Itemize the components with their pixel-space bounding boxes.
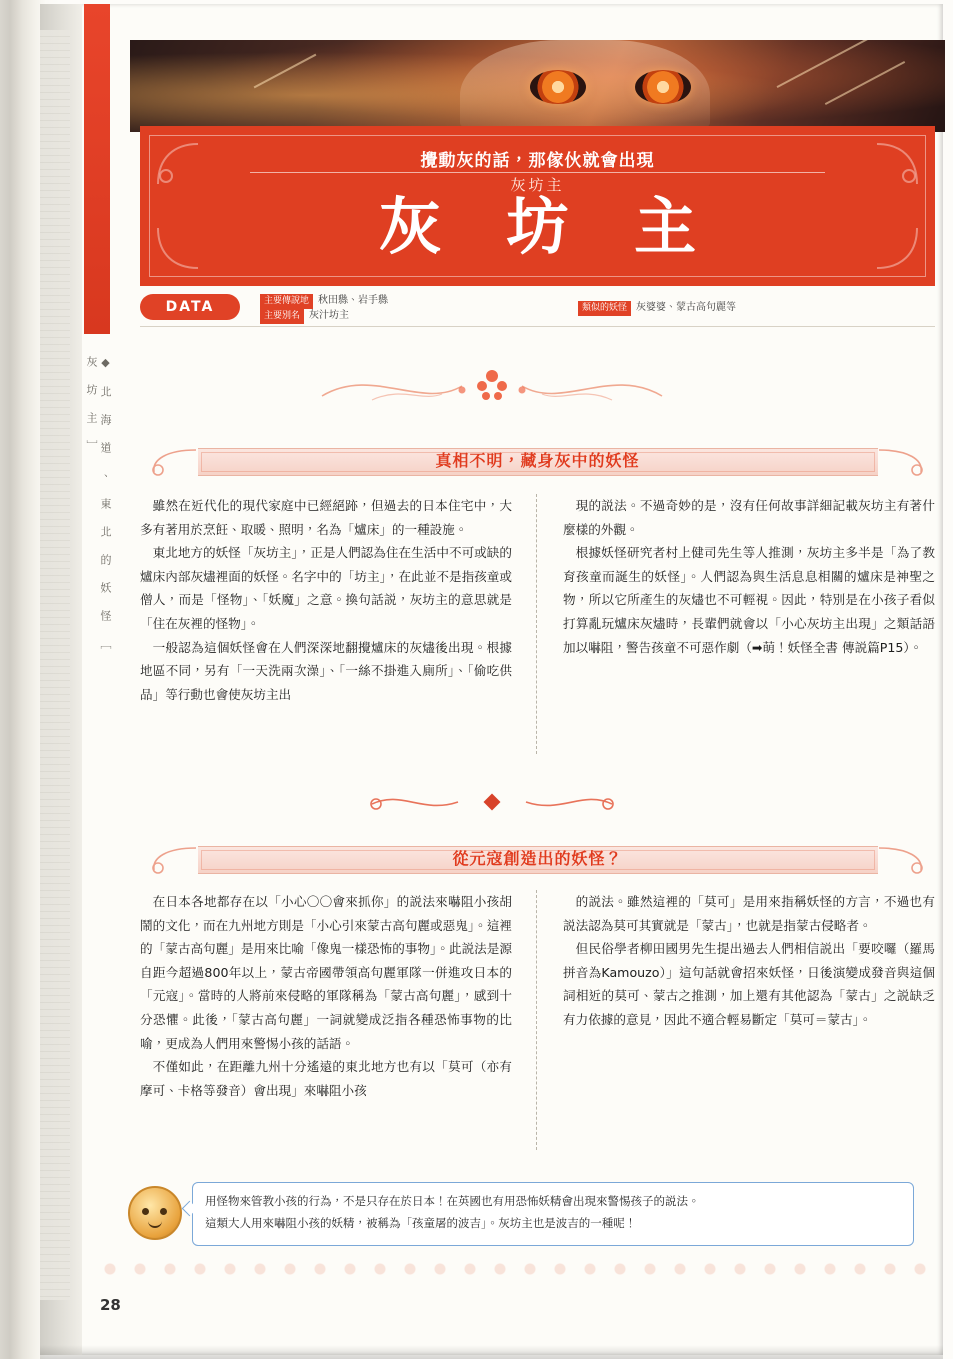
section-1-right-column: [563, 494, 935, 706]
data-field-origin-label: 主要傳說地: [260, 294, 313, 309]
title-plate: [140, 126, 935, 286]
section-heading-2-text: 從元寇創造出的妖怪？: [452, 849, 623, 868]
data-strip: [140, 294, 935, 328]
page-edge: [40, 4, 82, 1355]
data-field-similar-label: 類似的妖怪: [578, 301, 631, 316]
section-2-left-column: [140, 890, 512, 1102]
mascot-avatar: [128, 1186, 182, 1240]
page-number: 28: [100, 1296, 121, 1314]
article-kana-reading: 灰坊主: [510, 176, 565, 194]
paragraph: 但民俗學者柳田國男先生提出過去人們相信説出「要咬囉（羅馬拼音為Kamouzo）」這句話就會招來妖怪，日後演變成發音與這個詞相近的莫可、蒙古之推測，加上還有其他認為「蒙古」之説缺乏有力依據的意見，因此不適合輕易斷定「莫可＝蒙古」。: [563, 941, 935, 1027]
paragraph: 東北地方的妖怪「灰坊主」，正是人們認為住在生活中不可或缺的爐床內部灰燼裡面的妖怪。名字中的「坊主」，在此並不是指孩童或僧人，而是「怪物」、「妖魔」之意。換句話説，灰坊主的意思就是「住在灰裡的怪物」。: [140, 545, 512, 631]
section-2-right-column: [563, 890, 935, 1102]
data-field-alias: [260, 309, 349, 324]
footer-ornament-rule: [102, 1256, 942, 1282]
ornament-floral-top: [40, 356, 943, 416]
paragraph: 一般認為這個妖怪會在人們深深地翻攪爐床的灰燼後出現。根據地區不同，另有「一天洗兩次澡」、「一絲不掛進入廁所」、「偷吃供品」等行動也會使灰坊主出: [140, 639, 512, 702]
mascot-mouth: [148, 1219, 162, 1228]
section-color-tab: [84, 4, 110, 334]
data-field-alias-value: 灰汁坊主: [309, 310, 350, 321]
footnote-line-1: 用怪物來管教小孩的行為，不是只存在於日本！在英國也有用恐怖妖精會出現來警惕孩子的説法。: [205, 1194, 700, 1208]
ornament-diamond-divider: [40, 788, 943, 820]
paragraph: 雖然在近代化的現代家庭中已經絕跡，但過去的日本住宅中，大多有著用於烹飪、取暖、照明，名為「爐床」的一種設施。: [140, 498, 512, 537]
footnote-line-2: 這類大人用來嚇阻小孩的妖精，被稱為「孩童屠的波吉」。灰坊主也是波吉的一種呢！: [205, 1216, 637, 1230]
title-divider: [250, 172, 825, 173]
mascot-eye-left: [142, 1208, 149, 1215]
data-field-similar: [578, 301, 736, 316]
paragraph: 的説法。雖然這裡的「莫可」是用來指稱妖怪的方言，不過也有説法認為莫可其實就是「蒙古」，也就是指蒙古侵略者。: [563, 894, 935, 933]
section-heading-1: [140, 444, 935, 478]
column-divider: [536, 890, 537, 1150]
hero-streak: [254, 54, 317, 89]
paragraph: 現的説法。不過奇妙的是，沒有任何故事詳細記載灰坊主有著什麼樣的外觀。: [563, 498, 935, 537]
section-1-left-column: [140, 494, 512, 706]
column-divider: [536, 494, 537, 754]
diamond-flourish-icon: [362, 788, 622, 816]
hero-illustration: [130, 40, 945, 132]
section-heading-2: [140, 842, 935, 876]
hero-streak: [825, 61, 905, 105]
book-page: [40, 4, 943, 1355]
balloon-tail: [182, 1201, 198, 1217]
hero-eye-left: [530, 70, 586, 104]
data-badge: DATA: [140, 294, 240, 320]
data-field-alias-label: 主要別名: [260, 309, 304, 324]
article-subtitle: 攪動灰的話，那傢伙就會出現: [420, 151, 655, 171]
section-1-columns: [140, 494, 935, 706]
mascot-eye-right: [160, 1208, 167, 1215]
footnote-balloon: [192, 1182, 914, 1246]
paragraph: 根據妖怪研究者村上健司先生等人推測，灰坊主多半是「為了教育孩童而誕生的妖怪」。人們認為與生活息息相關的爐床是神聖之物，所以它所產生的灰燼也不可輕視。因此，特別是在小孩子看似打算亂玩爐床灰燼時，長輩們就會以「小心灰坊主出現」之類話語加以嚇阻，警告孩童不可惡作劇（➡萌！妖怪全書 傳説篇P15）。: [563, 545, 935, 655]
data-field-similar-value: 灰婆婆、蒙古高句麗等: [636, 302, 737, 313]
section-2-columns: [140, 890, 935, 1102]
floral-divider-icon: [312, 356, 672, 412]
paragraph: 在日本各地都存在以「小心〇〇會來抓你」的説法來嚇阻小孩胡鬧的文化，而在九州地方則是「小心引來蒙古高句麗或惡鬼」。這裡的「蒙古高句麗」是用來比喻「像鬼一樣恐怖的事物」。此説法是源自距今超過800年以上，蒙古帝國帶領高句麗軍隊一併進攻日本的「元寇」。當時的人將前來侵略的軍隊稱為「蒙古高句麗」，感到十分恐懼。此後，「蒙古高句麗」一詞就變成泛指各種恐怖事物的比喻，更成為人們用來警惕小孩的話語。: [140, 894, 512, 1051]
side-running-label: ◆ 北 海 道 、 東 北 的 妖 怪 ［ 灰 坊 主 ］: [85, 356, 112, 651]
data-strip-underline: [140, 326, 935, 327]
data-field-origin-value: 秋田縣、岩手縣: [318, 295, 389, 306]
section-heading-1-text: 真相不明，藏身灰中的妖怪: [435, 451, 640, 470]
paragraph: 不僅如此，在距離九州十分遙遠的東北地方也有以「莫可（亦有摩可、卡格等發音）會出現」來嚇阻小孩: [140, 1059, 512, 1098]
page-title: 灰 坊 主: [378, 190, 719, 263]
hero-eye-right: [635, 70, 691, 104]
page-edge-leaves: [40, 30, 70, 1300]
data-field-origin: [260, 294, 388, 309]
page-bottom-shadow: [40, 1345, 943, 1359]
